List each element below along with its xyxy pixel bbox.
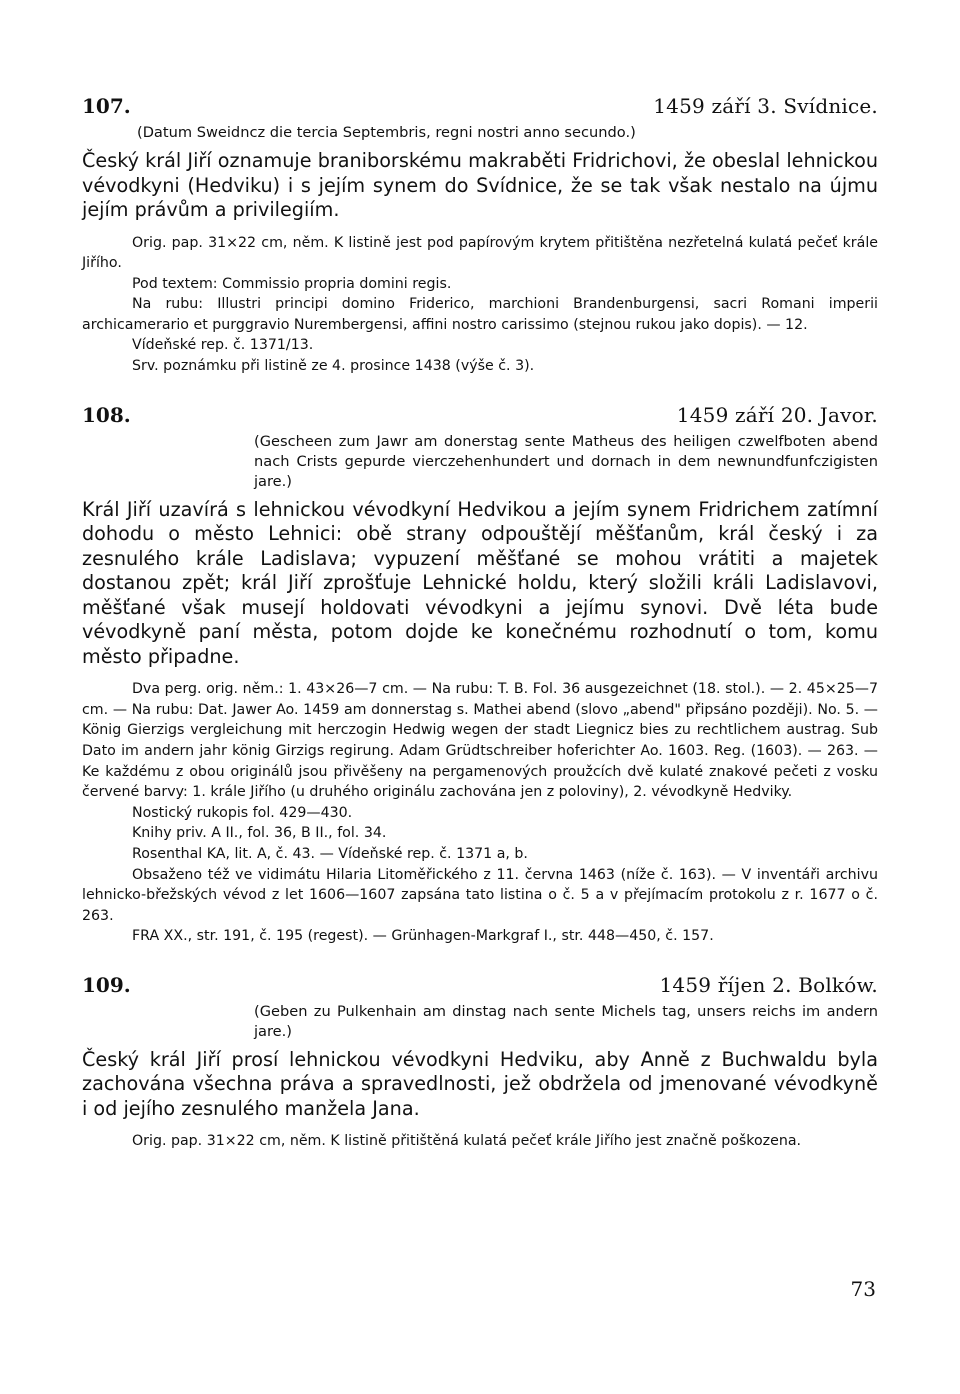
note-paragraph: FRA XX., str. 191, č. 195 (regest). — Grünhagen-Markgraf I., str. 448—450, č. 157. [132,928,714,945]
regest-text: Český král Jiří oznamuje braniborskému makraběti Fridrichovi, že obeslal lehnickou vévodkyni (Hedviku) i s jejím synem do Svídnice, že se tak však nestalo na újmu jejím právům a privilegiím. [82,149,878,221]
document-page [82,94,878,1152]
entry-number: 108. [82,402,131,427]
note-paragraph: Srv. poznámku při listině ze 4. prosince 1438 (výše č. 3). [132,358,535,375]
note-paragraph: Orig. pap. 31×22 cm, něm. K listině přitištěná kulatá pečeť krále Jiřího jest značně poškozena. [132,1133,802,1150]
entry-108 [82,403,878,947]
dating-clause: (Geben zu Pulkenhain am dinstag nach sente Michels tag, unsers reichs im andern jare.) [254,1002,878,1040]
entry-date-place: 1459 říjen 2. Bolków. [659,972,878,997]
entry-date-place: 1459 září 3. Svídnice. [653,94,878,118]
note-paragraph: Pod textem: Commissio propria domini regis. [132,275,452,292]
regest-text: Český král Jiří prosí lehnickou vévodkyni Hedviku, aby Anně z Buchwaldu byla zachována všechna práva a spravedlnosti, jež obdržela od jmenované vévodkyně i od jejího zesnulého manžela Jana. [82,1047,878,1120]
entry-109 [82,973,878,1152]
note-paragraph: Obsaženo též ve vidimátu Hilaria Litoměřického z 11. června 1463 (níže č. 163). — V inventáři archivu lehnicko-břežských vévod z let 1606—1607 zapsána tato listina o č. 5 a v přejímacím protokolu z r. 1677 o č. 263. [82,866,878,924]
entry-107 [82,94,878,377]
note-paragraph: Na rubu: Illustri principi domino Friderico, marchioni Brandenburgensi, sacri Romani imperii archicamerario et purggravio Nurembergensi, affini nostro carissimo (stejnou rukou jako dopis). — 12. [82,296,878,333]
entry-header [82,973,878,997]
regest-text: Král Jiří uzavírá s lehnickou vévodkyní Hedvikou a jejím synem Fridrichem zatímní dohodu o město Lehnici: obě strany odpouštějí měšťanům, král český i za zesnulého krále Ladislava; vypuzení měšťané se mohou vrátiti a majetek dostanou zpět; král Jiří zprošťuje Lehnické holdu, který složili králi Ladislavovi, měšťané však musejí holdovati vévodkyni a jejímu synovi. Dvě léta bude vévodkyně paní města, potom dojde ke konečnému rozhodnutí o tom, komu město připadne. [82,497,878,668]
entry-number: 107. [82,94,131,118]
note-paragraph: Orig. pap. 31×22 cm, něm. K listině jest pod papírovým krytem přitištěna nezřetelná kulatá pečeť krále Jiřího. [82,234,878,272]
note-paragraph: Knihy priv. A II., fol. 36, B II., fol. 34. [132,825,387,842]
dating-clause: (Gescheen zum Jawr am donerstag sente Matheus des heiligen czwelfboten abend nach Crists gepurde vierczehenhundert und dornach in dem newnundfunfczigisten jare.) [254,432,878,490]
note-paragraph: Dva perg. orig. něm.: 1. 43×26—7 cm. — Na rubu: T. B. Fol. 36 ausgezeichnet (18. stol.). — 2. 45×25—7 cm. — Na rubu: Dat. Jawer Ao. 1459 am donnerstag s. Mathei abend (slovo „abend" připsáno později). No. 5. — König Gierzigs vergleichung mit herczogin Hedwig wegen der stadt Liegnicz bies zu rechtlichem austrag. Sub Dato im andern jahr könig Girzigs regirung. Adam Grüdtschreiber hoferichter Ao. 1603. Reg. (1603). — 263. — Ke každému z obou originálů jsou přivěšeny na pergamenových proužcích dvě kulaté znakové pečeti z vosku červené barvy: 1. krále Jiřího (u druhého originálu zachována jen z poloviny), 2. vévodkyně Hedviky. [82,681,878,801]
page-number: 73 [850,1277,876,1301]
entry-spacer [82,377,878,403]
note-paragraph: Vídeňské rep. č. 1371/13. [132,337,314,354]
dating-clause: (Datum Sweidncz die tercia Septembris, regni nostri anno secundo.) [137,124,636,141]
note-paragraph: Rosenthal KA, lit. A, č. 43. — Vídeňské rep. č. 1371 a, b. [132,845,528,862]
entry-header [82,403,878,427]
note-paragraph: Nostický rukopis fol. 429—430. [132,804,353,821]
entry-spacer [82,947,878,973]
entry-number: 109. [82,972,131,997]
entry-header [82,94,878,118]
entry-date-place: 1459 září 20. Javor. [676,402,878,427]
